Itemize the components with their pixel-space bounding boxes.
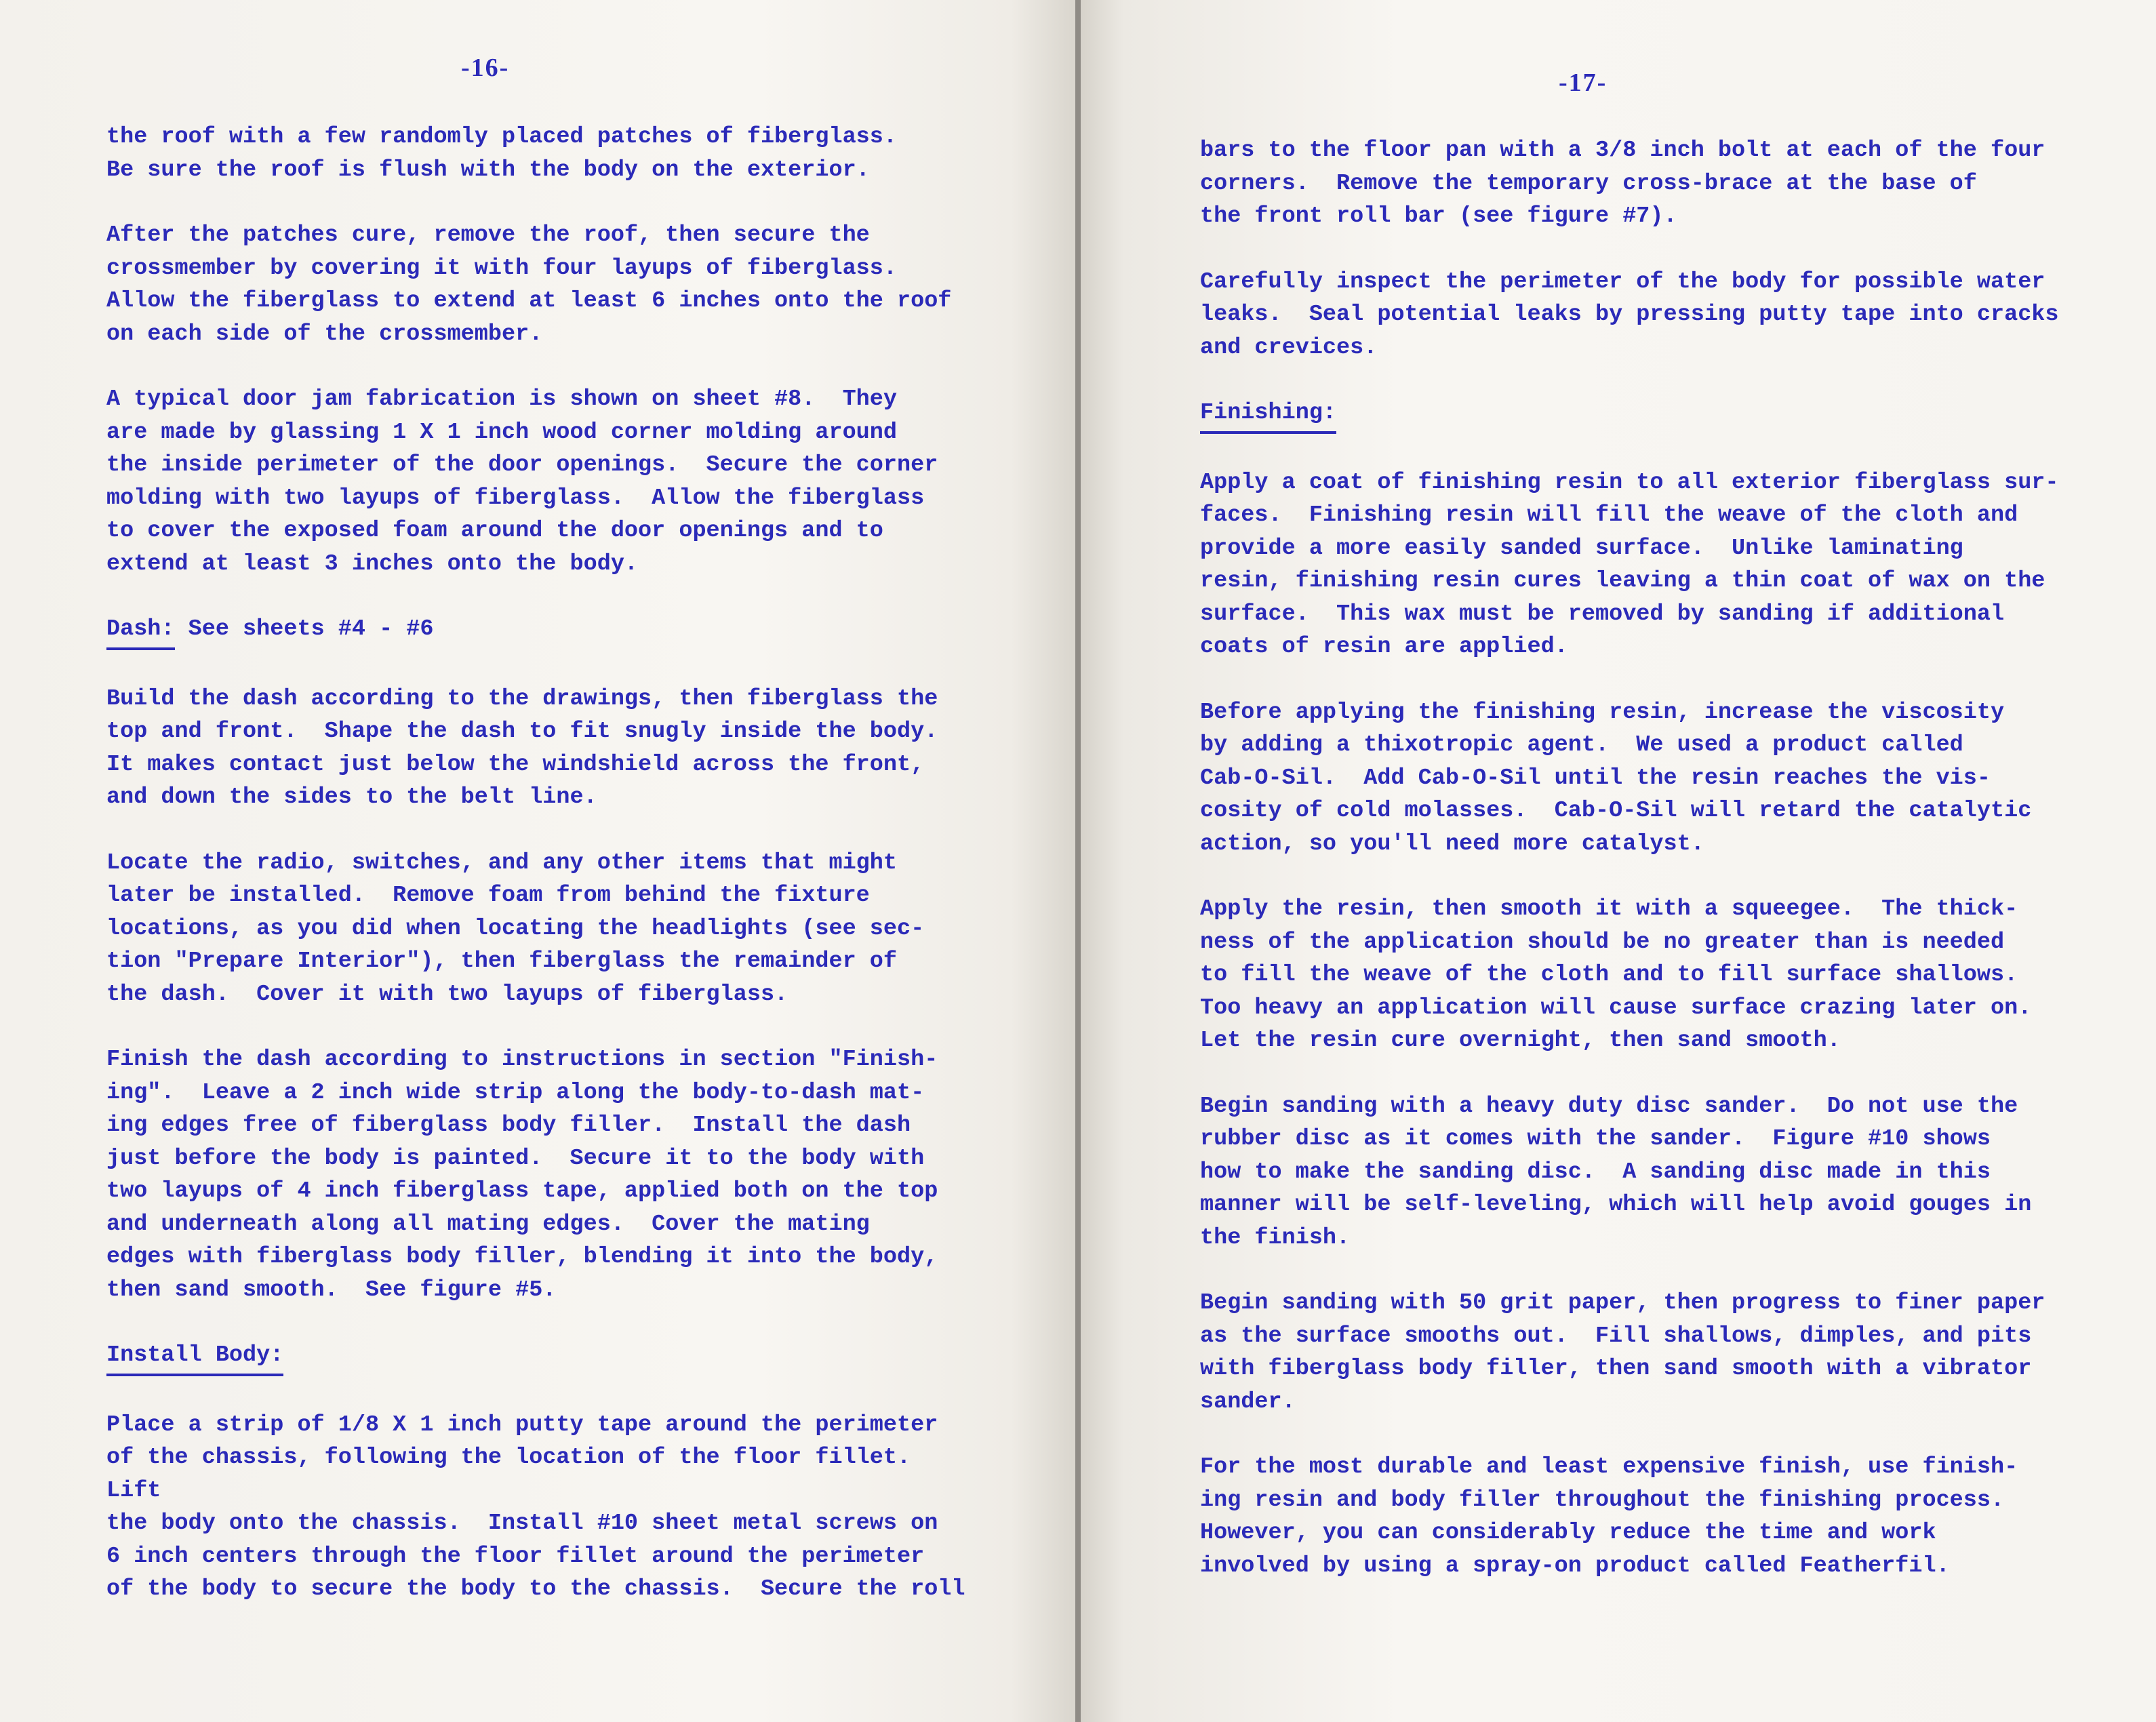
heading-dash-label: Dash: [106,613,175,650]
heading-dash-suffix: See sheets #4 - #6 [174,616,434,642]
page-number: -16- [461,54,510,82]
heading-finishing-label: Finishing: [1200,397,1336,434]
paragraph: the roof with a few randomly placed patches of fiberglass. Be sure the roof is flush with the body on the exterior. [106,124,897,183]
paragraph: Carefully inspect the perimeter of the body for possible water leaks. Seal potential leaks by pressing putty tape into cracks and crevices. [1200,268,2059,361]
paragraph: Apply a coat of finishing resin to all exterior fiberglass sur- faces. Finishing resin will fill the weave of the cloth and provide a more easily sanded surface. Unlike laminating resin, finishing resin cures leaving a thin coat of wax on the surface. This wax must be removed by sanding if additional coats of resin are applied. [1200,469,2059,660]
paragraph: Before applying the finishing resin, increase the viscosity by adding a thixotropic agent. We used a product called Cab-O-Sil. Add Cab-O-Sil until the resin reaches the vis- cosity of cold molasses. Cab-O-Sil will retard the catalytic action, so you'll need more catalyst. [1200,699,2032,857]
paragraph: Place a strip of 1/8 X 1 inch putty tape around the perimeter of the chassis, following the location of the floor fillet. Lift the body onto the chassis. Install #10 sheet metal screws on 6 inch centers through the floor fillet around the perimeter of the body to secure the body to the chassis. Secure the roll [106,1411,965,1602]
page-text [1200,134,2081,1615]
book-gutter [1075,0,1081,1722]
heading-install-body-label: Install Body: [106,1339,283,1376]
paragraph: After the patches cure, remove the roof, then secure the crossmember by covering it with four layups of fiberglass. Allow the fiberglass to extend at least 6 inches onto the roof on each side of the crossmember. [106,222,952,347]
paragraph: Locate the radio, switches, and any other items that might later be installed. Remove foam from behind the fixture locations, as you did when locating the headlights (see sec- tion "Prepare Interior"), then fiberglass the remainder of the dash. Cover it with two layups of fiberglass. [106,849,925,1007]
paragraph: Build the dash according to the drawings, then fiberglass the top and front. Shape the dash to fit snugly inside the body. It makes contact just below the windshield across the front, and down the sides to the belt line. [106,685,938,810]
paragraph: Apply the resin, then smooth it with a squeegee. The thick- ness of the application should be no greater than is needed to fill the weave of the cloth and to fill surface shallows. Too heavy an application will cause surface crazing later on. Let the resin cure overnight, then sand smooth. [1200,896,2032,1054]
left-page [0,0,1075,1722]
page-number: -17- [1559,68,1608,97]
paragraph: Begin sanding with a heavy duty disc sander. Do not use the rubber disc as it comes with the sander. Figure #10 shows how to make the sanding disc. A sanding disc made in this manner will be self-leveling, which will help avoid gouges in the finish. [1200,1093,2032,1251]
section-heading-finishing [1200,397,2081,434]
right-page [1081,0,2156,1722]
paragraph: For the most durable and least expensive finish, use finish- ing resin and body filler throughout the finishing process. However, you can considerably reduce the time and work involved by using a spray-on product called Featherfil. [1200,1454,2018,1579]
paragraph: A typical door jam fabrication is shown on sheet #8. They are made by glassing 1 X 1 inch wood corner molding around the inside perimeter of the door openings. Secure the corner molding with two layups of fiberglass. Allow the fiberglass to cover the exposed foam around the door openings and to extend at least 3 inches onto the body. [106,386,938,577]
section-heading-dash [106,613,988,650]
paragraph: Finish the dash according to instructions in section "Finish- ing". Leave a 2 inch wide strip along the body-to-dash mat- ing edges free of fiberglass body filler. Install the dash just before the body is painted. Secure it to the body with two layups of 4 inch fiberglass tape, applied both on the top and underneath along all mating edges. Cover the mating edges with fiberglass body filler, blending it into the body, then sand smooth. See figure #5. [106,1047,938,1303]
page-text [106,121,988,1639]
paragraph: bars to the floor pan with a 3/8 inch bolt at each of the four corners. Remove the temporary cross-brace at the base of the front roll bar (see figure #7). [1200,138,2045,229]
paragraph: Begin sanding with 50 grit paper, then progress to finer paper as the surface smooths out. Fill shallows, dimples, and pits with fiberglass body filler, then sand smooth with a vibrator sander. [1200,1290,2045,1415]
section-heading-install-body [106,1339,988,1376]
